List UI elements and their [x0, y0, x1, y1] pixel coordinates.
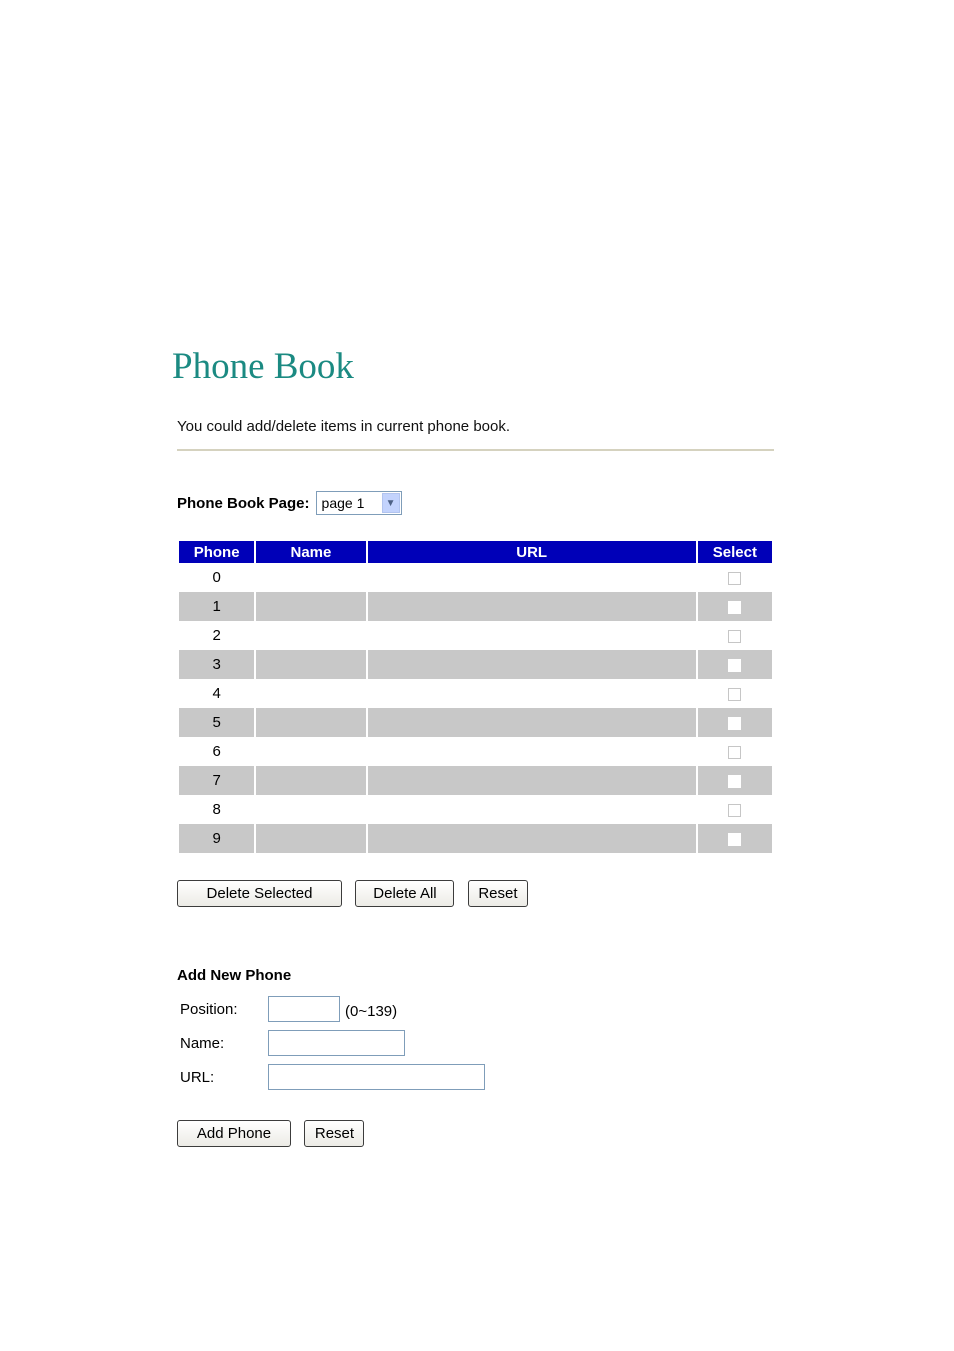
divider — [177, 449, 774, 451]
table-row — [179, 592, 772, 621]
name-cell — [256, 679, 365, 708]
phone-book-table — [177, 541, 774, 853]
url-cell — [368, 563, 696, 592]
table-row — [179, 650, 772, 679]
name-input[interactable] — [268, 1030, 405, 1056]
phone-cell: 2 — [212, 627, 221, 644]
name-cell — [256, 824, 365, 853]
select-cell — [698, 650, 772, 679]
url-cell — [368, 708, 696, 737]
chevron-down-icon[interactable]: ▼ — [382, 493, 400, 513]
name-cell — [256, 737, 365, 766]
url-cell — [368, 824, 696, 853]
select-checkbox[interactable] — [728, 746, 741, 759]
name-cell — [256, 708, 365, 737]
url-cell — [368, 737, 696, 766]
name-cell — [256, 766, 365, 795]
position-input[interactable] — [268, 996, 340, 1022]
select-checkbox[interactable] — [728, 630, 741, 643]
column-header-select: Select — [698, 541, 772, 563]
url-input[interactable] — [268, 1064, 485, 1090]
add-phone-button[interactable]: Add Phone — [177, 1120, 291, 1147]
reset-button[interactable]: Reset — [468, 880, 528, 907]
select-checkbox[interactable] — [728, 572, 741, 585]
select-cell — [698, 592, 772, 621]
select-cell — [698, 679, 772, 708]
table-actions — [177, 880, 528, 907]
phone-cell: 1 — [179, 592, 254, 621]
name-cell — [256, 795, 365, 824]
select-checkbox[interactable] — [728, 601, 741, 614]
table-row — [179, 737, 772, 766]
phone-cell: 4 — [212, 685, 221, 702]
select-checkbox[interactable] — [728, 717, 741, 730]
name-label: Name: — [180, 1035, 225, 1052]
url-cell — [368, 592, 696, 621]
select-checkbox[interactable] — [728, 688, 741, 701]
add-phone-title: Add New Phone — [177, 967, 292, 984]
phone-cell: 7 — [179, 766, 254, 795]
table-row — [179, 795, 772, 824]
delete-selected-button[interactable]: Delete Selected — [177, 880, 342, 907]
url-cell — [368, 679, 696, 708]
select-cell — [698, 737, 772, 766]
position-label: Position: — [180, 1001, 238, 1018]
select-checkbox[interactable] — [728, 833, 741, 846]
select-cell — [698, 621, 772, 650]
select-cell — [698, 795, 772, 824]
name-cell — [256, 650, 365, 679]
select-cell — [698, 708, 772, 737]
url-cell — [368, 621, 696, 650]
page-select-label: Phone Book Page: — [177, 494, 310, 512]
phone-cell: 0 — [212, 569, 221, 586]
phone-cell: 8 — [212, 801, 221, 818]
page-select-value: page 1 — [321, 495, 365, 511]
select-checkbox[interactable] — [728, 775, 741, 788]
table-row — [179, 679, 772, 708]
page-select-row — [177, 491, 402, 515]
add-reset-button[interactable]: Reset — [304, 1120, 364, 1147]
select-checkbox[interactable] — [728, 659, 741, 672]
phone-cell: 5 — [179, 708, 254, 737]
phone-cell: 3 — [179, 650, 254, 679]
column-header-phone: Phone — [179, 541, 254, 563]
phone-cell: 9 — [179, 824, 254, 853]
url-label: URL: — [180, 1069, 215, 1086]
delete-all-button[interactable]: Delete All — [355, 880, 454, 907]
select-cell — [698, 766, 772, 795]
phone-cell: 6 — [212, 743, 221, 760]
name-cell — [256, 621, 365, 650]
position-range-hint: (0~139) — [345, 1003, 398, 1020]
page-description: You could add/delete items in current phone book. — [177, 418, 511, 435]
url-cell — [368, 766, 696, 795]
name-cell — [256, 592, 365, 621]
url-cell — [368, 795, 696, 824]
table-row — [179, 708, 772, 737]
select-cell — [698, 563, 772, 592]
table-row — [179, 621, 772, 650]
table-row — [179, 766, 772, 795]
table-row — [179, 563, 772, 592]
select-cell — [698, 824, 772, 853]
select-checkbox[interactable] — [728, 804, 741, 817]
url-cell — [368, 650, 696, 679]
add-actions — [177, 1120, 364, 1147]
table-row — [179, 824, 772, 853]
name-cell — [256, 563, 365, 592]
page-title: Phone Book — [172, 346, 354, 387]
column-header-url: URL — [368, 541, 696, 563]
page-select[interactable] — [316, 491, 402, 515]
column-header-name: Name — [256, 541, 365, 563]
